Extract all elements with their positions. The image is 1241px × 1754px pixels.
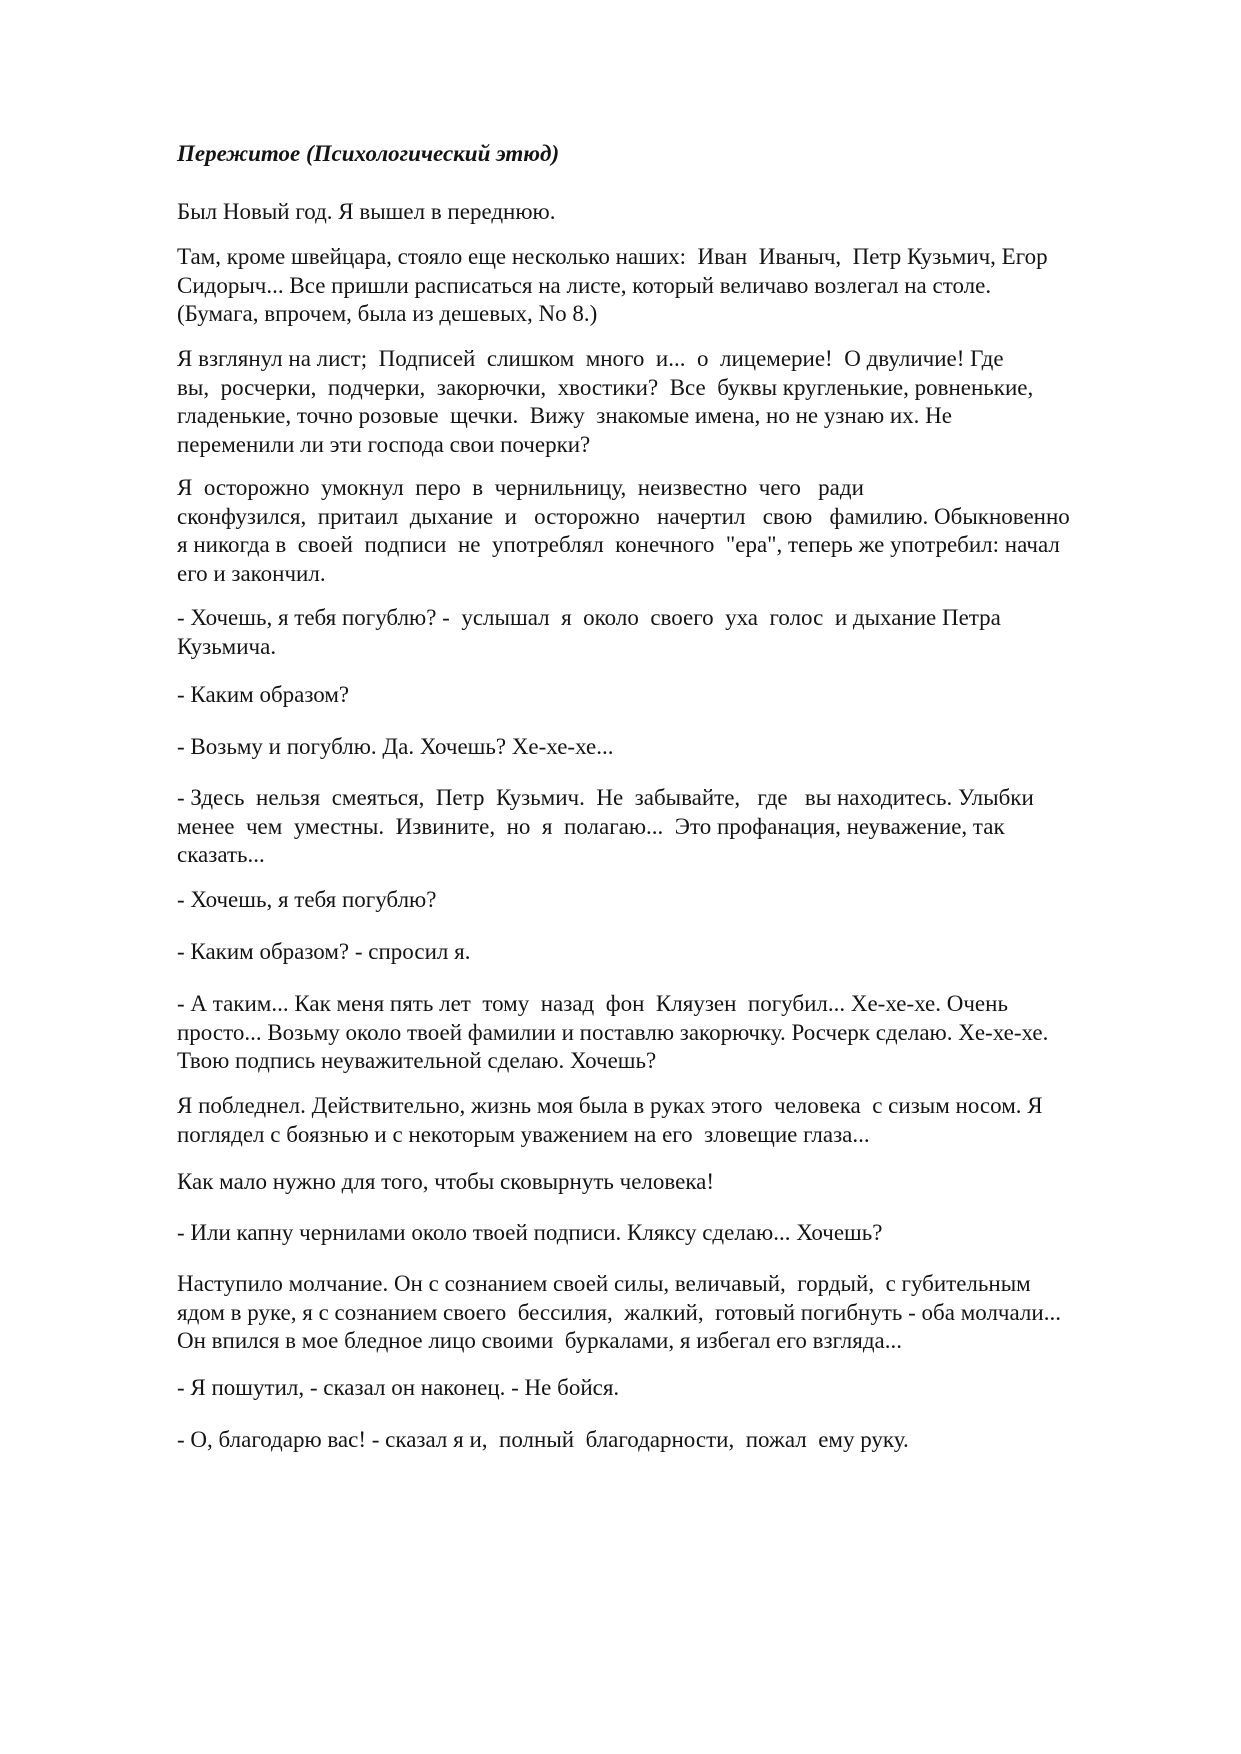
text-line: Кузьмича.	[177, 633, 277, 659]
text-line: Сидорыч... Все пришли расписаться на листе, который величаво возлегал на столе.	[177, 272, 992, 298]
paragraph	[177, 1374, 1157, 1403]
text-line: ядом в руке, я с сознанием своего бессилия, жалкий, готовый погибнуть - оба молчали...	[177, 1299, 1061, 1325]
text-line: сказать...	[177, 842, 265, 867]
text-line: переменили ли эти господа свои почерки?	[177, 431, 591, 457]
text-line: Я взглянул на лист; Подписей слишком много и... о лицемерие! О двуличие! Где	[177, 346, 1004, 371]
paragraph	[177, 733, 1157, 762]
paragraph	[177, 784, 1157, 870]
text-line: Он впился в мое бледное лицо своими буркалами, я избегал его взгляда...	[177, 1328, 903, 1353]
text-line: - О, благодарю вас! - сказал я и, полный благодарности, пожал ему руку.	[177, 1427, 909, 1452]
text-line: (Бумага, впрочем, была из дешевых, No 8.)	[177, 301, 598, 326]
paragraph	[177, 474, 1157, 588]
paragraph	[177, 1270, 1157, 1356]
paragraph	[177, 1426, 1157, 1455]
text-line: поглядел с боязнью и с некоторым уважением на его зловещие глаза...	[177, 1121, 870, 1147]
paragraph	[177, 604, 1157, 661]
document-title: Пережитое (Психологический этюд)	[177, 141, 560, 166]
text-line: - А таким... Как меня пять лет тому назад фон Кляузен погубил... Хе-хе-хе. Очень	[177, 991, 1008, 1016]
text-line: просто... Возьму около твоей фамилии и поставлю закорючку. Росчерк сделаю. Хе-хе-хе.	[177, 1019, 1049, 1045]
text-line: Как мало нужно для того, чтобы сковырнуть человека!	[177, 1169, 715, 1194]
text-line: я никогда в своей подписи не употреблял конечного "ера", теперь же употребил: начал	[177, 532, 1060, 557]
paragraph	[177, 1092, 1157, 1149]
text-line: - Или капну чернилами около твоей подписи. Кляксу сделаю... Хочешь?	[177, 1220, 883, 1245]
text-line: гладенькие, точно розовые щечки. Вижу знакомые имена, но не узнаю их. Не	[177, 403, 953, 428]
text-line: - Каким образом?	[177, 682, 350, 707]
text-line: - Возьму и погублю. Да. Хочешь? Хе-хе-хе...	[177, 734, 614, 759]
text-line: - Здесь нельзя смеяться, Петр Кузьмич. Не забывайте, где вы находитесь. Улыбки	[177, 785, 1034, 810]
paragraph	[177, 198, 1157, 227]
text-line: вы, росчерки, подчерки, закорючки, хвостики? Все буквы кругленькие, ровненькие,	[177, 374, 1034, 400]
text-line: сконфузился, притаил дыхание и осторожно начертил свою фамилию. Обыкновенно	[177, 503, 1070, 529]
text-line: менее чем уместны. Извините, но я полагаю... Это профанация, неуважение, так	[177, 813, 1005, 839]
paragraph	[177, 1219, 1157, 1248]
paragraph	[177, 681, 1157, 710]
paragraph	[177, 886, 1157, 915]
paragraph	[177, 990, 1157, 1076]
text-line: Я побледнел. Действительно, жизнь моя была в руках этого человека с сизым носом. Я	[177, 1093, 1043, 1118]
text-line: Был Новый год. Я вышел в переднюю.	[177, 199, 556, 224]
text-line: Наступило молчание. Он с сознанием своей силы, величавый, гордый, с губительным	[177, 1271, 1031, 1296]
text-line: Я осторожно умокнул перо в чернильницу, неизвестно чего ради	[177, 475, 864, 500]
paragraph	[177, 345, 1157, 459]
text-line: Там, кроме швейцара, стояло еще несколько наших: Иван Иваныч, Петр Кузьмич, Егор	[177, 244, 1048, 269]
text-line: Твою подпись неуважительной сделаю. Хочешь?	[177, 1048, 657, 1073]
paragraph	[177, 1168, 1157, 1197]
text-line: - Каким образом? - спросил я.	[177, 939, 471, 964]
text-line: - Хочешь, я тебя погублю? - услышал я около своего уха голос и дыхание Петра	[177, 605, 1001, 630]
text-line: - Я пошутил, - сказал он наконец. - Не бойся.	[177, 1375, 620, 1400]
text-line: - Хочешь, я тебя погублю?	[177, 887, 437, 912]
paragraph	[177, 938, 1157, 967]
text-line: его и закончил.	[177, 560, 326, 586]
paragraph	[177, 243, 1157, 329]
